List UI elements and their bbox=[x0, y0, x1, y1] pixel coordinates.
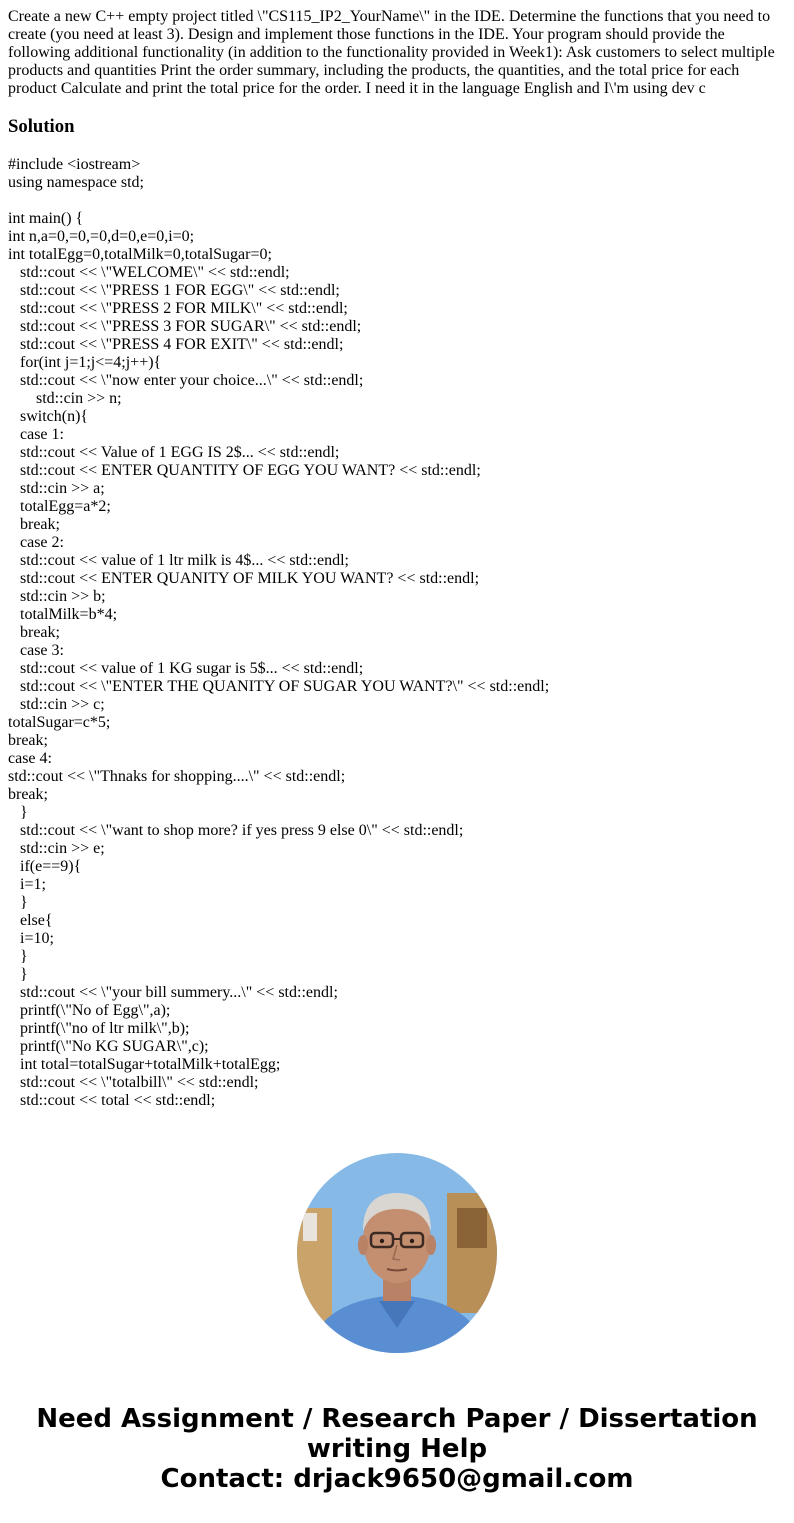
code-line: case 4: bbox=[8, 750, 52, 767]
code-line: std::cout << \"PRESS 4 FOR EXIT\" << std::endl; bbox=[8, 336, 344, 353]
code-line: i=1; bbox=[8, 876, 46, 893]
code-line: printf(\"No of Egg\",a); bbox=[8, 1002, 171, 1019]
portrait-image bbox=[297, 1153, 497, 1353]
code-line: std::cout << ENTER QUANTITY OF EGG YOU WANT? << std::endl; bbox=[8, 462, 481, 479]
code-line: totalSugar=c*5; bbox=[8, 714, 111, 731]
code-line: for(int j=1;j<=4;j++){ bbox=[8, 354, 162, 371]
code-line: int total=totalSugar+totalMilk+totalEgg; bbox=[8, 1056, 281, 1073]
code-line: std::cout << \"WELCOME\" << std::endl; bbox=[8, 264, 290, 281]
footer-line-1: Need Assignment / Research Paper / Dissertation bbox=[36, 1404, 758, 1434]
code-line: printf(\"no of ltr milk\",b); bbox=[8, 1020, 190, 1037]
code-line: std::cin >> n; bbox=[8, 390, 122, 407]
code-line: std::cout << \"PRESS 2 FOR MILK\" << std::endl; bbox=[8, 300, 348, 317]
code-line: std::cout << \"now enter your choice...\" << std::endl; bbox=[8, 372, 364, 389]
code-line: #include <iostream> bbox=[8, 156, 141, 173]
code-line: std::cout << total << std::endl; bbox=[8, 1092, 216, 1109]
code-line: int main() { bbox=[8, 210, 84, 227]
code-line: std::cout << Value of 1 EGG IS 2$... << std::endl; bbox=[8, 444, 340, 461]
code-line: totalEgg=a*2; bbox=[8, 498, 111, 515]
footer-line-2: writing Help bbox=[306, 1434, 488, 1464]
code-line: std::cin >> a; bbox=[8, 480, 105, 497]
code-line: case 1: bbox=[8, 426, 64, 443]
code-line: } bbox=[8, 804, 28, 821]
code-line: std::cout << \"want to shop more? if yes press 9 else 0\" << std::endl; bbox=[8, 822, 464, 839]
question-text: Create a new C++ empty project titled \"CS115_IP2_YourName\" in the IDE. Determine the functions that you need to create (you need at least 3). Design and implement those functions in the IDE. Your program should provide the following additional functionality (in addition to the functionality provided in Week1): Ask customers to select multiple products and quantities Print the order summary, including the products, the quantities, and the total price for each product Calculate and print the total price for the order. I need it in the language English and I\'m using dev c bbox=[8, 8, 775, 97]
code-line: } bbox=[8, 948, 28, 965]
code-line: i=10; bbox=[8, 930, 54, 947]
code-line bbox=[8, 192, 786, 210]
footer-contact: Contact: drjack9650@gmail.com bbox=[160, 1464, 634, 1494]
code-line: int totalEgg=0,totalMilk=0,totalSugar=0; bbox=[8, 246, 272, 263]
code-line: std::cout << \"your bill summery...\" << std::endl; bbox=[8, 984, 338, 1001]
code-line: else{ bbox=[8, 912, 53, 929]
code-line: break; bbox=[8, 732, 48, 749]
code-line: std::cout << value of 1 ltr milk is 4$... << std::endl; bbox=[8, 552, 349, 569]
code-line: int n,a=0,=0,=0,d=0,e=0,i=0; bbox=[8, 228, 195, 245]
code-line: std::cout << value of 1 KG sugar is 5$... << std::endl; bbox=[8, 660, 364, 677]
solution-heading: Solution bbox=[8, 116, 75, 137]
code-line: std::cout << \"PRESS 3 FOR SUGAR\" << std::endl; bbox=[8, 318, 362, 335]
code-line: std::cin >> b; bbox=[8, 588, 106, 605]
code-line: std::cout << ENTER QUANITY OF MILK YOU WANT? << std::endl; bbox=[8, 570, 480, 587]
code-line: std::cin >> c; bbox=[8, 696, 105, 713]
code-line: using namespace std; bbox=[8, 174, 144, 191]
code-block bbox=[8, 156, 786, 1110]
footer-banner bbox=[0, 1404, 794, 1494]
code-line: switch(n){ bbox=[8, 408, 89, 425]
author-photo bbox=[297, 1153, 497, 1353]
code-line: std::cout << \"Thnaks for shopping....\" << std::endl; bbox=[8, 768, 346, 785]
code-line: std::cout << \"totalbill\" << std::endl; bbox=[8, 1074, 259, 1091]
code-line: case 3: bbox=[8, 642, 64, 659]
code-line: std::cout << \"ENTER THE QUANITY OF SUGAR YOU WANT?\" << std::endl; bbox=[8, 678, 550, 695]
code-line: printf(\"No KG SUGAR\",c); bbox=[8, 1038, 209, 1055]
code-line: break; bbox=[8, 516, 60, 533]
code-line: std::cin >> e; bbox=[8, 840, 105, 857]
code-line: } bbox=[8, 894, 28, 911]
code-line: totalMilk=b*4; bbox=[8, 606, 118, 623]
code-line: case 2: bbox=[8, 534, 64, 551]
code-line: if(e==9){ bbox=[8, 858, 82, 875]
code-line: break; bbox=[8, 624, 60, 641]
code-line: std::cout << \"PRESS 1 FOR EGG\" << std::endl; bbox=[8, 282, 340, 299]
code-line: } bbox=[8, 966, 28, 983]
code-line: break; bbox=[8, 786, 48, 803]
